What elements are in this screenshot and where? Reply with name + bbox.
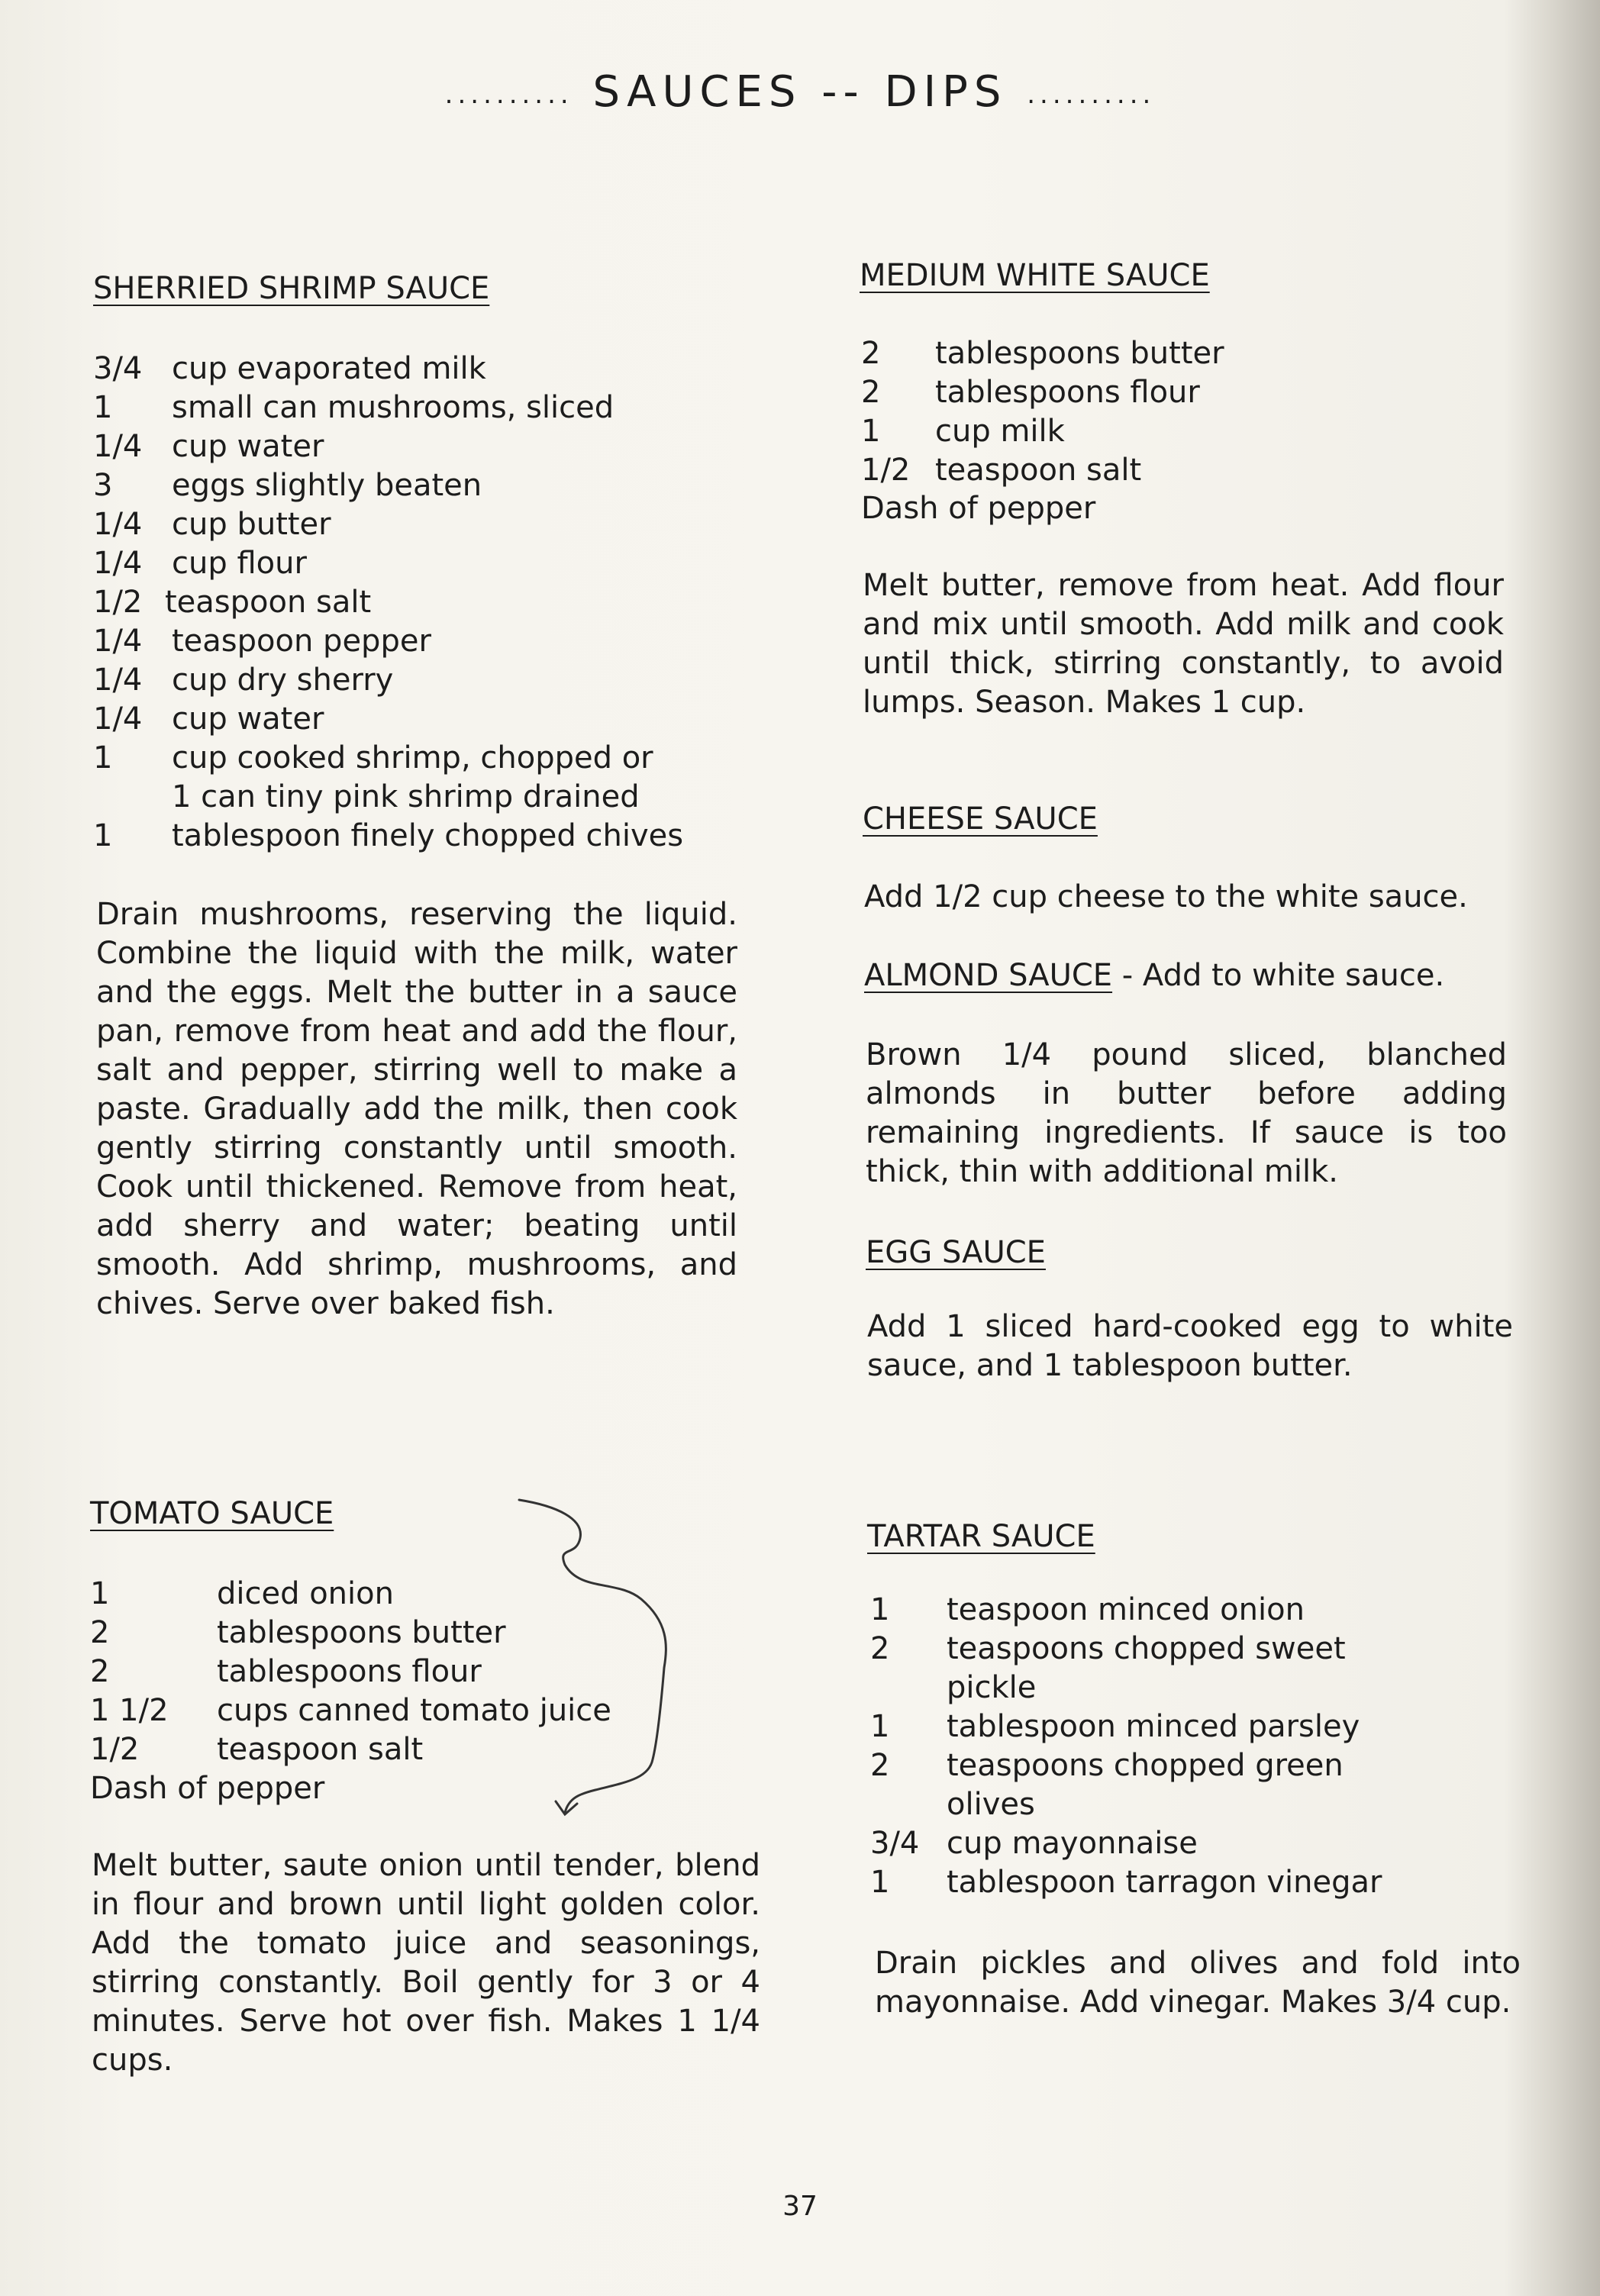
- ingredient-qty: 1: [90, 1576, 110, 1611]
- ingredient-row: [870, 1824, 1382, 1863]
- ingredient-item: 1 can tiny pink shrimp drained: [172, 779, 640, 814]
- tomato-dash-pepper: Dash of pepper: [90, 1771, 325, 1806]
- ingredient-qty: [870, 1669, 947, 1707]
- ingredient-row: [870, 1746, 1382, 1785]
- ingredient-item: teaspoons chopped green: [947, 1748, 1344, 1783]
- tomato-sauce-title: TOMATO SAUCE: [90, 1496, 334, 1531]
- ingredient-row: [861, 334, 1224, 373]
- ingredient-qty: 1 1/2: [90, 1693, 169, 1728]
- ingredient-row: [93, 583, 683, 622]
- ingredient-item: teaspoon pepper: [172, 624, 431, 659]
- title-dots-left: ..........: [444, 79, 573, 110]
- egg-sauce-text: Add 1 sliced hard-cooked egg to white sauce, and 1 tablespoon butter.: [867, 1309, 1513, 1383]
- ingredient-item: teaspoon salt: [165, 585, 372, 620]
- ingredient-qty: 1: [93, 390, 113, 425]
- hand-drawn-arrow-icon: [504, 1492, 695, 1828]
- ingredient-row: [93, 389, 683, 427]
- ingredient-row: [870, 1707, 1382, 1746]
- ingredient-item: olives: [947, 1787, 1035, 1822]
- tartar-sauce-directions: Drain pickles and olives and fold into mayonnaise. Add vinegar. Makes 3/4 cup.: [875, 1946, 1521, 2020]
- ingredient-item: diced onion: [217, 1576, 394, 1611]
- ingredient-item: cup evaporated milk: [172, 351, 486, 386]
- ingredient-qty: 3/4: [870, 1826, 920, 1861]
- ingredient-item: cup cooked shrimp, chopped or: [172, 740, 653, 776]
- ingredient-item: tablespoon finely chopped chives: [172, 818, 684, 853]
- ingredient-item: eggs slightly beaten: [172, 468, 482, 503]
- ingredient-row: [870, 1785, 1382, 1824]
- ingredient-row: [870, 1863, 1382, 1902]
- ingredient-item: tablespoons flour: [935, 375, 1200, 410]
- ingredient-qty: 1: [93, 818, 113, 853]
- ingredient-row: [93, 466, 683, 505]
- ingredient-item: cup milk: [935, 414, 1065, 449]
- ingredient-qty: 2: [861, 375, 881, 410]
- page-number: 37: [782, 2191, 818, 2222]
- tomato-sauce-directions: Melt butter, saute onion until tender, blend in flour and brown until light golden color. Add the tomato juice and seasonings, stirring constantly. Boil gently for 3 or 4 minutes. Serve hot over fish. Makes 1 1/4 cups.: [92, 1848, 760, 2078]
- ingredient-item: cup water: [172, 701, 324, 737]
- ingredient-item: tablespoon tarragon vinegar: [947, 1865, 1382, 1900]
- egg-sauce-title: EGG SAUCE: [866, 1235, 1046, 1270]
- ingredient-item: small can mushrooms, sliced: [172, 390, 615, 425]
- ingredient-qty: 2: [90, 1654, 110, 1689]
- ingredient-item: cup flour: [172, 546, 307, 581]
- ingredient-item: cup water: [172, 429, 324, 464]
- ingredient-item: tablespoons flour: [217, 1654, 482, 1689]
- ingredient-item: cup dry sherry: [172, 663, 394, 698]
- cheese-sauce-text: Add 1/2 cup cheese to the white sauce.: [864, 879, 1468, 914]
- white-dash-pepper: Dash of pepper: [861, 491, 1096, 526]
- ingredient-qty: 1/4: [93, 507, 143, 542]
- ingredient-item: cup butter: [172, 507, 331, 542]
- ingredient-item: teaspoons chopped sweet: [947, 1631, 1346, 1666]
- ingredient-qty: 2: [870, 1748, 890, 1783]
- ingredient-item: tablespoons butter: [217, 1615, 506, 1650]
- ingredient-qty: 1/4: [93, 663, 143, 698]
- ingredient-qty: 1: [870, 1592, 890, 1627]
- sherried-shrimp-directions: Drain mushrooms, reserving the liquid. Combine the liquid with the milk, water and the eggs. Melt the butter in a sauce pan, remove from heat and add the flour, salt and pepper, stirring well to make a paste. Gradually add the milk, then cook gently stirring constantly until smooth. Cook until thickened. Remove from heat, add sherry and water; beating until smooth. Add shrimp, mushrooms, and chives. Serve over baked fish.: [96, 897, 737, 1321]
- ingredient-qty: 1/2: [861, 453, 911, 488]
- ingredient-row: [93, 739, 683, 778]
- ingredient-item: tablespoon minced parsley: [947, 1709, 1360, 1744]
- ingredient-row: [870, 1669, 1382, 1707]
- ingredient-qty: 1/4: [93, 701, 143, 737]
- ingredient-qty: 1/4: [93, 429, 143, 464]
- ingredient-row: [93, 622, 683, 661]
- medium-white-sauce-title: MEDIUM WHITE SAUCE: [860, 258, 1210, 293]
- ingredient-row: [93, 505, 683, 544]
- ingredient-row: [861, 451, 1224, 490]
- almond-sauce-text: Brown 1/4 pound sliced, blanched almonds in butter before adding remaining ingredients. If sauce is too thick, thin with additional milk.: [866, 1037, 1507, 1189]
- sherried-shrimp-ingredients: [93, 350, 683, 856]
- almond-sauce-note: - Add to white sauce.: [1121, 958, 1445, 993]
- ingredient-qty: 1/2: [90, 1732, 140, 1767]
- ingredient-item: tablespoons butter: [935, 336, 1224, 371]
- ingredient-qty: 1/4: [93, 624, 143, 659]
- ingredient-row: [93, 778, 683, 817]
- ingredient-row: [93, 817, 683, 856]
- almond-sauce-title: ALMOND SAUCE: [864, 958, 1113, 993]
- ingredient-row: [93, 427, 683, 466]
- white-sauce-directions: Melt butter, remove from heat. Add flour and mix until smooth. Add milk and cook until thick, stirring constantly, to avoid lumps. Season. Makes 1 cup.: [863, 568, 1504, 720]
- ingredient-qty: 2: [90, 1615, 110, 1650]
- ingredient-row: [93, 661, 683, 700]
- ingredient-qty: 2: [870, 1631, 890, 1666]
- ingredient-item: teaspoon salt: [935, 453, 1142, 488]
- ingredient-row: [93, 544, 683, 583]
- tartar-sauce-title: TARTAR SAUCE: [867, 1519, 1095, 1554]
- ingredient-item: pickle: [947, 1670, 1037, 1705]
- ingredient-qty: 1/4: [93, 546, 143, 581]
- ingredient-row: [861, 373, 1224, 412]
- ingredient-qty: 1/2: [93, 585, 143, 620]
- ingredient-item: cups canned tomato juice: [217, 1693, 611, 1728]
- cheese-sauce-title: CHEESE SAUCE: [863, 801, 1098, 837]
- title-text: SAUCES -- DIPS: [592, 67, 1008, 117]
- ingredient-qty: [870, 1785, 947, 1824]
- ingredient-qty: 3: [93, 468, 113, 503]
- almond-sauce-heading: [864, 958, 1444, 993]
- ingredient-row: [861, 412, 1224, 451]
- ingredient-row: [870, 1591, 1382, 1630]
- page-title: [0, 67, 1600, 117]
- ingredient-item: cup mayonnaise: [947, 1826, 1198, 1861]
- ingredient-qty: 1: [93, 740, 113, 776]
- ingredient-row: [870, 1630, 1382, 1669]
- ingredient-qty: 1: [870, 1865, 890, 1900]
- ingredient-qty: 3/4: [93, 351, 143, 386]
- ingredient-qty: 1: [861, 414, 881, 449]
- sherried-shrimp-title: SHERRIED SHRIMP SAUCE: [93, 271, 490, 306]
- ingredient-item: teaspoon minced onion: [947, 1592, 1305, 1627]
- ingredient-row: [93, 700, 683, 739]
- tartar-sauce-ingredients: [870, 1591, 1382, 1902]
- ingredient-qty: 1: [870, 1709, 890, 1744]
- ingredient-qty: 2: [861, 336, 881, 371]
- title-dots-right: ..........: [1027, 79, 1156, 110]
- ingredient-row: [93, 350, 683, 389]
- ingredient-item: teaspoon salt: [217, 1732, 424, 1767]
- ingredient-qty: [93, 778, 172, 817]
- white-sauce-ingredients: [861, 334, 1224, 490]
